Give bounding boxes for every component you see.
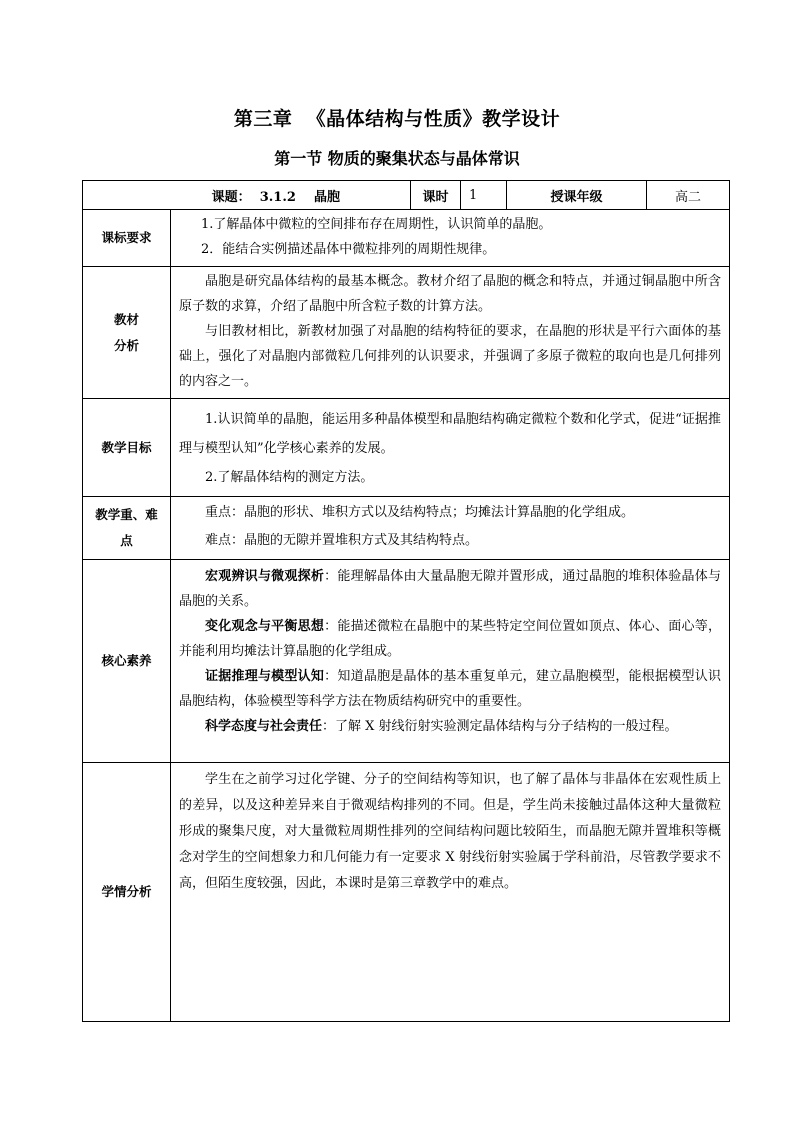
key-points-content bbox=[171, 497, 730, 560]
standards-content bbox=[171, 210, 730, 267]
lesson-plan-table bbox=[82, 180, 730, 1022]
standards-row bbox=[83, 210, 730, 267]
literacy-item bbox=[179, 664, 721, 714]
textbook-label-line: 分析 bbox=[113, 337, 139, 353]
objectives-row bbox=[83, 399, 730, 497]
key-points-label-line: 教学重、难 bbox=[95, 507, 158, 522]
literacy-keyword: 宏观辨识与微观探析 bbox=[205, 569, 325, 584]
literacy-item bbox=[179, 614, 721, 664]
document-title: 第三章 《晶体结构与性质》教学设计 bbox=[233, 108, 561, 130]
learners-label: 学情分析 bbox=[83, 763, 171, 1022]
topic-cell: 课题： 3.1.2 晶胞 bbox=[83, 181, 411, 210]
key-point-item: 难点：晶胞的无隙并置堆积方式及其结构特点。 bbox=[205, 533, 479, 548]
literacy-text: ：了解 X 射线衍射实验测定晶体结构与分子结构的一般过程。 bbox=[322, 719, 678, 734]
literacy-keyword: 证据推理与模型认知 bbox=[205, 669, 325, 684]
textbook-label-line: 教材 bbox=[113, 311, 139, 327]
learners-row bbox=[83, 763, 730, 1022]
key-points-row bbox=[83, 497, 730, 560]
standards-label: 课标要求 bbox=[83, 210, 171, 267]
literacy-keyword: 变化观念与平衡思想 bbox=[205, 619, 325, 634]
literacy-text: ：知道晶胞是晶体的基本重复单元，建立晶胞模型，能根据模型认识晶胞结构，体验模型等科学方法在物质结构研究中的重要性。 bbox=[179, 669, 721, 709]
textbook-content bbox=[171, 267, 730, 399]
key-points-label-line: 点 bbox=[120, 533, 133, 548]
textbook-row bbox=[83, 267, 730, 399]
grade-value: 高二 bbox=[647, 181, 730, 210]
literacy-text: ：能理解晶体由大量晶胞无隙并置形成，通过晶胞的堆积体验晶体与晶胞的关系。 bbox=[179, 569, 721, 609]
standards-line: 1.了解晶体中微粒的空间排布存在周期性，认识简单的晶胞。 bbox=[201, 217, 552, 232]
objective-item: 2.了解晶体结构的测定方法。 bbox=[205, 470, 374, 485]
textbook-paragraph: 晶胞是研究晶体结构的最基本概念。教材介绍了晶胞的概念和特点，并通过铜晶胞中所含原子数的求算，介绍了晶胞中所含粒子数的计算方法。 bbox=[179, 274, 721, 314]
standards-line: 2．能结合实例描述晶体中微粒排列的周期性规律。 bbox=[201, 242, 496, 257]
literacy-text: ：能描述微粒在晶胞中的某些特定空间位置如顶点、体心、面心等，并能利用均摊法计算晶胞的化学组成。 bbox=[179, 619, 721, 659]
literacy-row bbox=[83, 560, 730, 763]
textbook-label bbox=[83, 267, 171, 399]
objective-item: 1.认识简单的晶胞，能运用多种晶体模型和晶胞结构确定微粒个数和化学式，促进“证据推理与模型认知”化学核心素养的发展。 bbox=[179, 412, 721, 456]
literacy-item bbox=[179, 564, 721, 614]
learners-content bbox=[171, 763, 730, 1022]
period-label: 课时 bbox=[411, 181, 461, 210]
literacy-keyword: 科学态度与社会责任 bbox=[205, 719, 323, 734]
learners-paragraph: 学生在之前学习过化学键、分子的空间结构等知识，也了解了晶体与非晶体在宏观性质上的差异，以及这种差异来自于微观结构排列的不同。但是，学生尚未接触过晶体这种大量微粒形成的聚集尺度，对大量微粒周期性排列的空间结构问题比较陌生，而晶胞无隙并置堆积等概念对学生的空间想象力和几何能力有一定要求 X 射线衍射实验属于学科前沿，尽管教学要求不高，但陌生度较强，因此，本课时是第三章教学中的难点。 bbox=[179, 772, 721, 891]
literacy-label: 核心素养 bbox=[83, 560, 171, 763]
period-value: 1 bbox=[461, 181, 507, 210]
key-point-item: 重点：晶胞的形状、堆积方式以及结构特点；均摊法计算晶胞的化学组成。 bbox=[205, 505, 635, 520]
textbook-paragraph: 与旧教材相比，新教材加强了对晶胞的结构特征的要求，在晶胞的形状是平行六面体的基础上，强化了对晶胞内部微粒几何排列的认识要求，并强调了多原子微粒的取向也是几何排列的内容之一。 bbox=[179, 324, 721, 389]
objectives-label: 教学目标 bbox=[83, 399, 171, 497]
meta-row bbox=[83, 181, 730, 210]
literacy-item bbox=[179, 714, 721, 739]
section-subtitle: 第一节 物质的聚集状态与晶体常识 bbox=[274, 149, 520, 168]
key-points-label bbox=[83, 497, 171, 560]
literacy-content bbox=[171, 560, 730, 763]
grade-label: 授课年级 bbox=[507, 181, 647, 210]
objectives-content bbox=[171, 399, 730, 497]
